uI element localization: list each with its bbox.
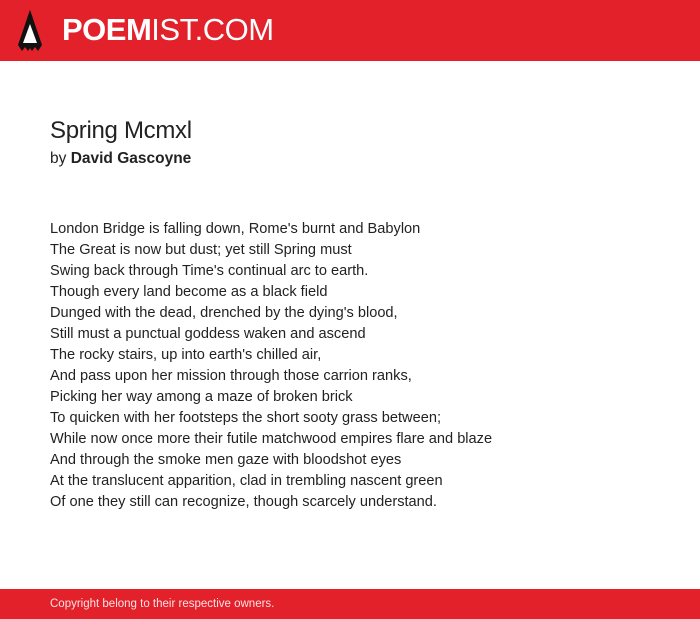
poem-line: Of one they still can recognize, though scarcely understand. <box>50 494 437 510</box>
poem-title: Spring Mcmxl <box>50 117 192 144</box>
site-header <box>0 0 700 61</box>
by-label: by <box>50 150 67 167</box>
author-name: David Gascoyne <box>70 150 192 167</box>
poem-line: Picking her way among a maze of broken brick <box>50 389 353 405</box>
poem-line: And pass upon her mission through those carrion ranks, <box>50 368 412 384</box>
copyright-notice: Copyright belong to their respective owners. <box>50 598 275 610</box>
poem-line: To quicken with her footsteps the short sooty grass between; <box>50 410 442 426</box>
poem-line: And through the smoke men gaze with bloodshot eyes <box>50 452 402 468</box>
poem-line: Swing back through Time's continual arc to earth. <box>50 263 369 279</box>
logo-bold-text: POEM <box>62 12 152 47</box>
byline <box>50 149 191 169</box>
poem-line: London Bridge is falling down, Rome's burnt and Babylon <box>50 221 421 237</box>
poem-body <box>50 219 670 513</box>
poem-line: The Great is now but dust; yet still Spring must <box>50 242 352 258</box>
pencil-tip-icon[interactable] <box>18 10 42 51</box>
poem-line: While now once more their futile matchwood empires flare and blaze <box>50 431 493 447</box>
logo-light-text: IST.COM <box>151 12 274 47</box>
site-footer <box>0 589 700 619</box>
site-logo[interactable] <box>62 12 274 48</box>
poem-line: Though every land become as a black field <box>50 284 328 300</box>
poem-line: At the translucent apparition, clad in trembling nascent green <box>50 473 443 489</box>
poem-line: Dunged with the dead, drenched by the dying's blood, <box>50 305 398 321</box>
poem-line: Still must a punctual goddess waken and ascend <box>50 326 366 342</box>
poem-line: The rocky stairs, up into earth's chilled air, <box>50 347 322 363</box>
